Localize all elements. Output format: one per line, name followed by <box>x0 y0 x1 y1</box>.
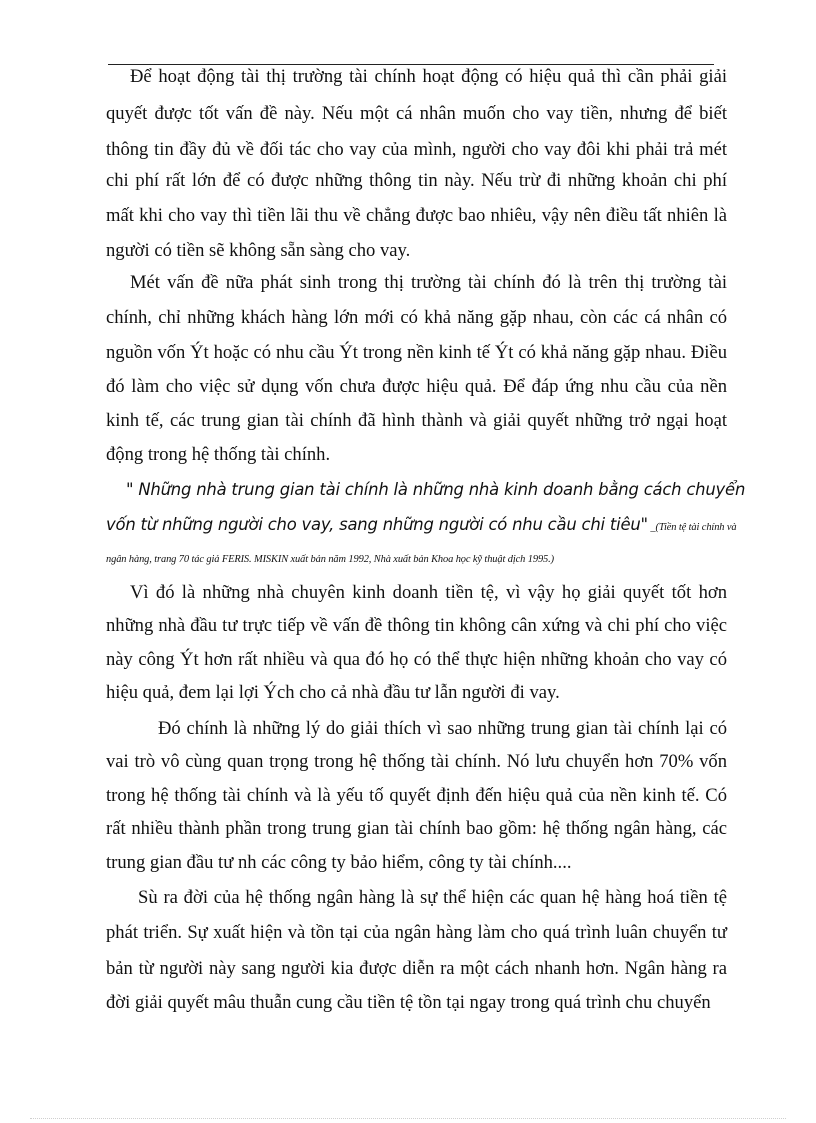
p5-line-1: Sù ra đời của hệ thống ngân hàng là sự thể hiện các quan hệ hàng hoá tiền tệ <box>138 887 727 908</box>
p3-line-4: hiệu quả, đem lại lợi Ých cho cả nhà đầu tư lẫn người đi vay. <box>106 682 560 703</box>
p1-line-4: chi phí rất lớn để có được những thông tin này. Nếu trừ đi những khoản chi phí <box>106 170 727 191</box>
citation-line: ngân hàng, trang 70 tác giả FERIS. MISKIN xuất bản năm 1992, Nhà xuất bản Khoa học kỹ thuật dịch 1995.) <box>106 554 554 565</box>
p5-line-4: đời giải quyết mâu thuẫn cung cầu tiền tệ tồn tại ngay trong quá trình chu chuyển <box>106 992 711 1013</box>
quote-text: vốn từ những người cho vay, sang những người có nhu cầu chi tiêu" <box>106 515 648 534</box>
quote-line-2 <box>106 512 737 541</box>
p2-line-2: chính, chỉ những khách hàng lớn mới có khả năng gặp nhau, còn các cá nhân có <box>106 307 727 328</box>
quote-line-1: " Những nhà trung gian tài chính là những nhà kinh doanh bằng cách chuyển <box>126 480 746 499</box>
p4-line-3: trong hệ thống tài chính và là yếu tố quyết định đến hiệu quả của nền kinh tế. Có <box>106 785 727 806</box>
p4-line-4: rất nhiều thành phần trong trung gian tài chính bao gồm: hệ thống ngân hàng, các <box>106 818 727 839</box>
p2-line-1: Mét vấn đề nữa phát sinh trong thị trường tài chính đó là trên thị trường tài <box>130 272 727 293</box>
p3-line-1: Vì đó là những nhà chuyên kinh doanh tiền tệ, vì vậy họ giải quyết tốt hơn <box>130 582 727 603</box>
p2-line-6: động trong hệ thống tài chính. <box>106 444 331 465</box>
p4-line-1: Đó chính là những lý do giải thích vì sao những trung gian tài chính lại có <box>158 718 727 739</box>
page-bottom-border <box>30 1118 786 1119</box>
p1-line-6: người có tiền sẽ không sẵn sàng cho vay. <box>106 240 411 261</box>
p3-line-2: những nhà đầu tư trực tiếp về vấn đề thông tin không cân xứng và chi phí cho việc <box>106 615 727 636</box>
p1-line-2: quyết được tốt vấn đề này. Nếu một cá nhân muốn cho vay tiền, nhưng để biết <box>106 103 727 124</box>
p5-line-3: bản từ người này sang người kia được diễn ra một cách nhanh hơn. Ngân hàng ra <box>106 958 727 979</box>
p3-line-3: này công Ýt hơn rất nhiều và qua đó họ có thể thực hiện những khoản cho vay có <box>106 649 727 670</box>
p2-line-5: kinh tế, các trung gian tài chính đã hình thành và giải quyết những trở ngại hoạt <box>106 410 727 431</box>
p5-line-2: phát triển. Sự xuất hiện và tồn tại của ngân hàng làm cho quá trình luân chuyển tư <box>106 922 727 943</box>
p1-line-5: mất khi cho vay thì tiền lãi thu về chẳng được bao nhiêu, vậy nên điều tất nhiên là <box>106 205 727 226</box>
citation-start: _(Tiền tệ tài chính và <box>647 522 737 533</box>
p4-line-2: vai trò vô cùng quan trọng trong hệ thống tài chính. Nó lưu chuyển hơn 70% vốn <box>106 751 727 772</box>
p1-line-1: Để hoạt động tài thị trường tài chính hoạt động có hiệu quả thì cần phải giải <box>130 66 727 87</box>
p2-line-3: nguồn vốn Ýt hoặc có nhu cầu Ýt trong nền kinh tế Ýt có khả năng gặp nhau. Điều <box>106 342 727 363</box>
p1-line-3: thông tin đầy đủ về đối tác cho vay của mình, người cho vay đôi khi phải trả mét <box>106 139 727 160</box>
p2-line-4: đó làm cho việc sử dụng vốn chưa được hiệu quả. Để đáp ứng nhu cầu của nền <box>106 376 727 397</box>
p4-line-5: trung gian đầu tư nh các công ty bảo hiểm, công ty tài chính.... <box>106 852 572 873</box>
